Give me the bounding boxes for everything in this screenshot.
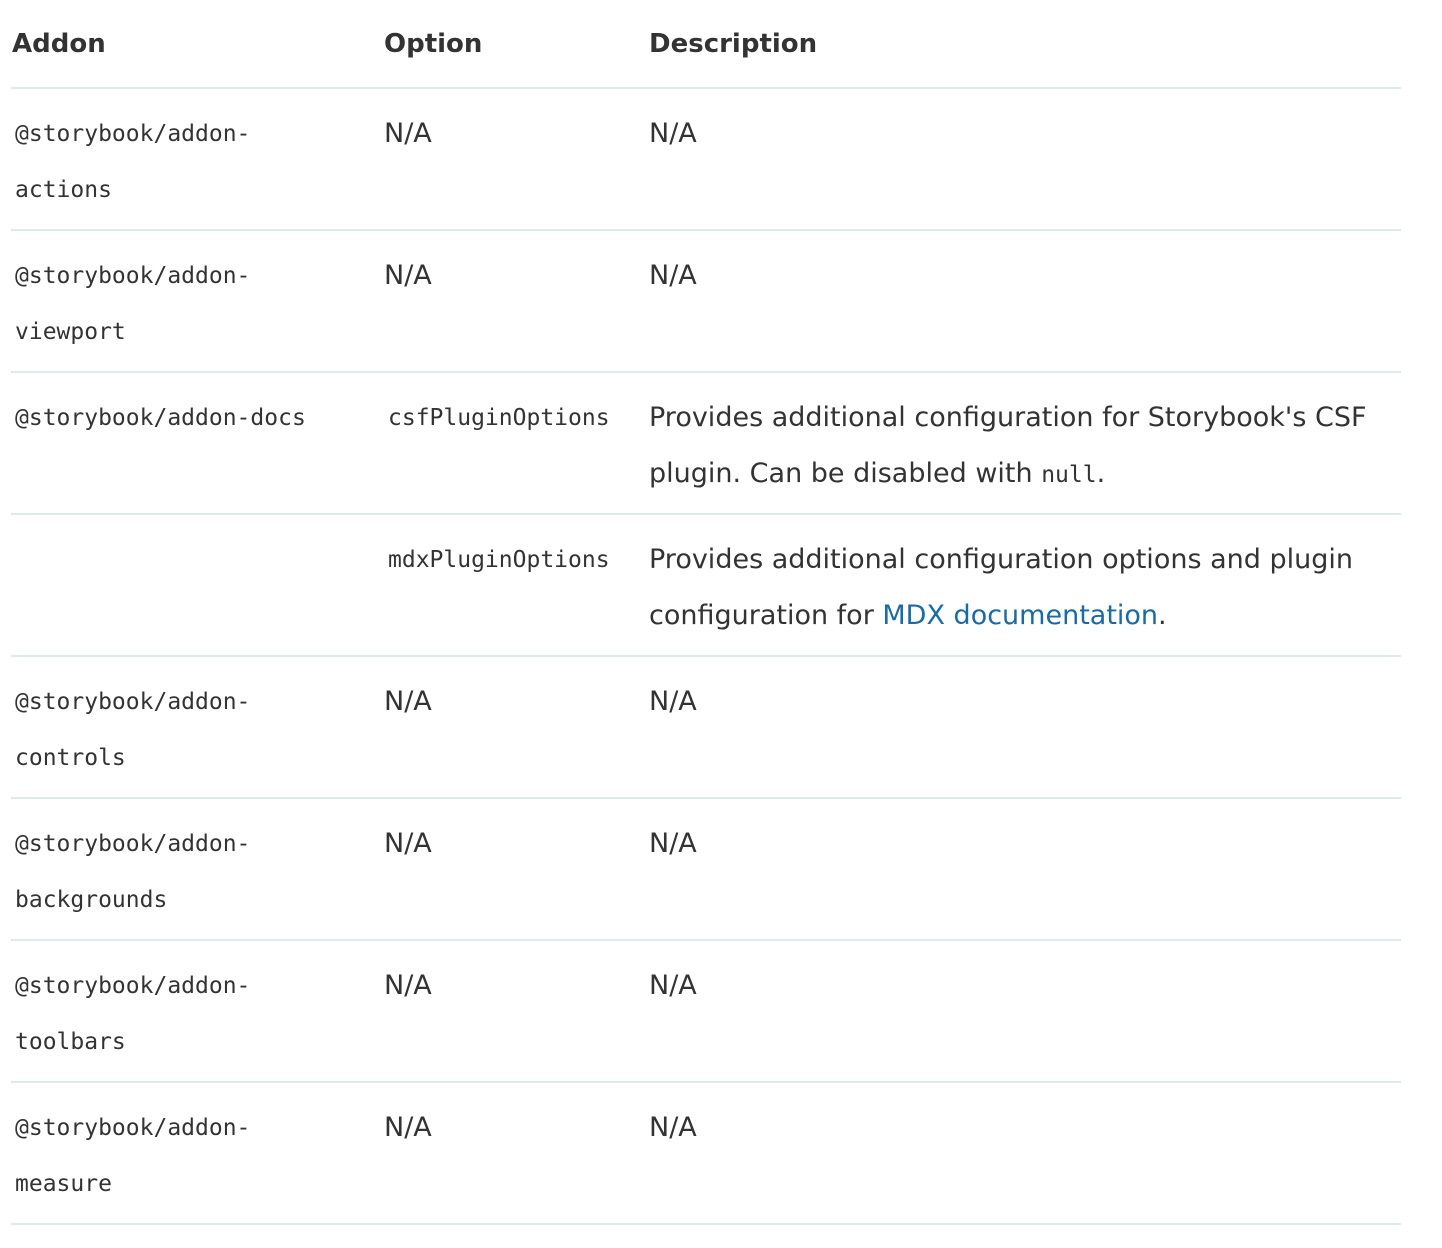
option-value: N/A (384, 686, 432, 717)
description-value (649, 390, 1401, 503)
addon-name-line1: @storybook/addon- (15, 1115, 251, 1141)
addon-name (11, 816, 384, 928)
table-row (11, 373, 1401, 515)
addons-table (11, 0, 1401, 1225)
option-value: N/A (384, 118, 432, 149)
table-row (11, 231, 1401, 373)
addon-name-line2: controls (15, 745, 126, 771)
addon-name-line1: @storybook/addon- (15, 831, 251, 857)
addon-name-line2: actions (15, 177, 112, 203)
addon-name-line1: @storybook/addon- (15, 263, 251, 289)
header-addon: Addon (12, 29, 106, 59)
option-value: N/A (384, 1112, 432, 1143)
option-value: mdxPluginOptions (388, 547, 610, 573)
addon-name (11, 248, 384, 360)
addon-name (11, 1100, 384, 1212)
inline-code: null (1041, 462, 1097, 488)
description-value: N/A (649, 686, 697, 717)
addon-name (11, 106, 384, 218)
table-row (11, 941, 1401, 1083)
option-value: N/A (384, 970, 432, 1001)
table-row (11, 657, 1401, 799)
option-value: N/A (384, 828, 432, 859)
addon-name-line1: @storybook/addon- (15, 973, 251, 999)
table-row (11, 89, 1401, 231)
header-option: Option (384, 29, 483, 59)
table-row (11, 515, 1401, 657)
addon-name-line1: @storybook/addon- (15, 121, 251, 147)
table-row (11, 799, 1401, 941)
option-value: N/A (384, 260, 432, 291)
addon-name (11, 674, 384, 786)
addon-name-line2: backgrounds (15, 887, 168, 913)
addon-name-line1: @storybook/addon- (15, 689, 251, 715)
description-line1: Provides additional configuration options and plugin (649, 544, 1353, 575)
table-row (11, 1083, 1401, 1225)
table-header-row (11, 0, 1401, 89)
description-value: N/A (649, 1112, 697, 1143)
option-value: csfPluginOptions (388, 405, 610, 431)
description-value: N/A (649, 828, 697, 859)
mdx-documentation-link[interactable]: MDX documentation (882, 600, 1159, 631)
description-suffix: . (1096, 458, 1106, 489)
description-value: N/A (649, 970, 697, 1001)
addon-name-line2: measure (15, 1171, 112, 1197)
description-value: N/A (649, 118, 697, 149)
description-value: N/A (649, 260, 697, 291)
description-line2: plugin. Can be disabled with (649, 458, 1042, 489)
description-line2: configuration for (649, 600, 883, 631)
addon-name (11, 958, 384, 1070)
addon-name-line2: toolbars (15, 1029, 126, 1055)
addon-name: @storybook/addon-docs (15, 405, 306, 431)
description-line1: Provides additional configuration for Storybook's CSF (649, 402, 1367, 433)
description-value (649, 532, 1401, 644)
addon-name-line2: viewport (15, 319, 126, 345)
header-description: Description (649, 29, 818, 59)
description-suffix: . (1158, 600, 1167, 631)
